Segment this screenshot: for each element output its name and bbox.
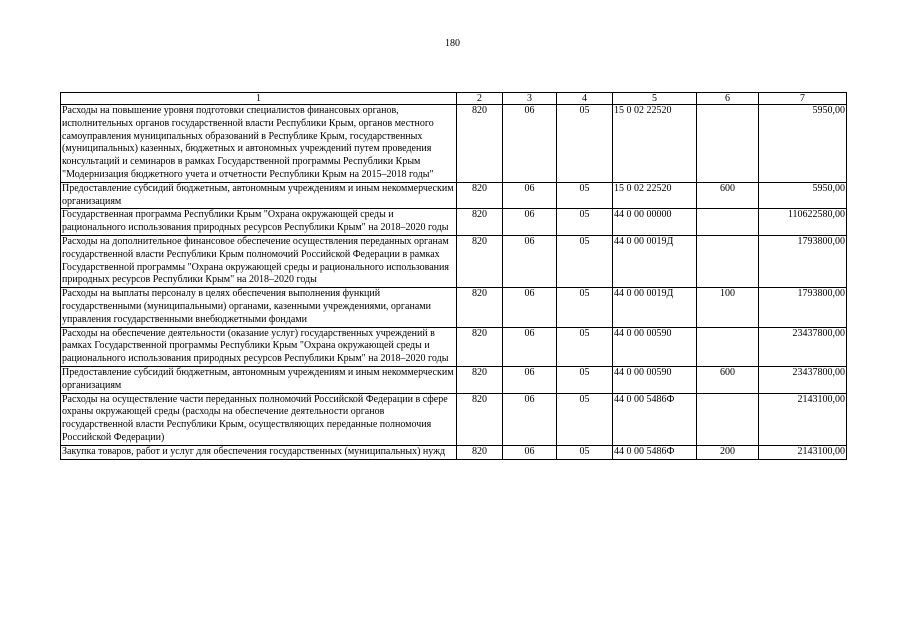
table-row [61,366,847,393]
row-section: 06 [503,393,557,445]
column-header-2: 2 [457,93,503,105]
row-expense-type: 100 [697,288,759,327]
row-section: 06 [503,182,557,209]
table-row [61,235,847,287]
row-section: 06 [503,288,557,327]
row-ministry-code: 820 [457,105,503,183]
row-expense-type [697,105,759,183]
row-target-article: 44 0 00 00590 [613,327,697,366]
row-ministry-code: 820 [457,445,503,459]
row-amount: 2143100,00 [759,393,847,445]
column-header-3: 3 [503,93,557,105]
row-amount: 1793800,00 [759,288,847,327]
column-header-5: 5 [613,93,697,105]
row-section: 06 [503,209,557,236]
row-amount: 23437800,00 [759,366,847,393]
row-name: Расходы на повышение уровня подготовки специалистов финансовых органов, исполнительных органов государственной власти Республики Крым, органов местного самоуправления муниципальных образований в Республике Крым, государственных (муниципальных) казенных, бюджетных и автономных учреждений путем проведения консультаций и семинаров в рамках Государственной программы Республики Крым "Модернизация бюджетного учета и отчетности Республики Крым на 2015–2018 годы" [61,105,457,183]
row-name: Предоставление субсидий бюджетным, автономным учреждениям и иным некоммерческим организациям [61,182,457,209]
row-name: Расходы на осуществление части переданных полномочий Российской Федерации в сфере охраны окружающей среды (расходы на обеспечение деятельности органов государственной власти Республики Крым, осуществляющих переданные полномочия Российской Федерации) [61,393,457,445]
table-row [61,393,847,445]
row-name: Предоставление субсидий бюджетным, автономным учреждениям и иным некоммерческим организациям [61,366,457,393]
row-amount: 23437800,00 [759,327,847,366]
row-ministry-code: 820 [457,327,503,366]
row-ministry-code: 820 [457,209,503,236]
row-target-article: 44 0 00 5486Ф [613,393,697,445]
row-expense-type: 600 [697,366,759,393]
row-subsection: 05 [557,366,613,393]
table-row [61,445,847,459]
row-ministry-code: 820 [457,182,503,209]
table-row [61,182,847,209]
row-expense-type [697,209,759,236]
row-target-article: 44 0 00 0019Д [613,235,697,287]
row-target-article: 15 0 02 22520 [613,105,697,183]
row-target-article: 44 0 00 0019Д [613,288,697,327]
page-number: 180 [445,38,460,49]
row-section: 06 [503,105,557,183]
row-subsection: 05 [557,182,613,209]
row-section: 06 [503,445,557,459]
row-subsection: 05 [557,105,613,183]
row-section: 06 [503,235,557,287]
table-row [61,209,847,236]
row-amount: 5950,00 [759,105,847,183]
row-section: 06 [503,366,557,393]
row-amount: 5950,00 [759,182,847,209]
row-target-article: 44 0 00 00000 [613,209,697,236]
row-expense-type: 200 [697,445,759,459]
row-amount: 1793800,00 [759,235,847,287]
row-subsection: 05 [557,209,613,236]
row-name: Государственная программа Республики Крым "Охрана окружающей среды и рационального использования природных ресурсов Республики Крым" на 2018–2020 годы [61,209,457,236]
row-target-article: 44 0 00 5486Ф [613,445,697,459]
row-amount: 2143100,00 [759,445,847,459]
row-amount: 110622580,00 [759,209,847,236]
row-ministry-code: 820 [457,235,503,287]
column-header-1: 1 [61,93,457,105]
table-row [61,327,847,366]
row-expense-type [697,235,759,287]
row-name: Расходы на дополнительное финансовое обеспечение осуществления переданных органам государственной власти Республики Крым полномочий Российской Федерации в рамках Государственной программы "Охрана окружающей среды и рационального использования природных ресурсов Республики Крым" на 2018–2020 годы [61,235,457,287]
row-subsection: 05 [557,235,613,287]
header-row [61,93,847,105]
row-expense-type [697,327,759,366]
row-expense-type: 600 [697,182,759,209]
row-target-article: 44 0 00 00590 [613,366,697,393]
column-header-7: 7 [759,93,847,105]
row-section: 06 [503,327,557,366]
column-header-6: 6 [697,93,759,105]
row-subsection: 05 [557,288,613,327]
row-subsection: 05 [557,327,613,366]
row-name: Расходы на обеспечение деятельности (оказание услуг) государственных учреждений в рамках Государственной программы Республики Крым "Охрана окружающей среды и рационального использования природных ресурсов Республики Крым" на 2018–2020 годы [61,327,457,366]
column-header-4: 4 [557,93,613,105]
row-target-article: 15 0 02 22520 [613,182,697,209]
row-name: Расходы на выплаты персоналу в целях обеспечения выполнения функций государственными (муниципальными) органами, казенными учреждениями, органами управления государственными внебюджетными фондами [61,288,457,327]
row-ministry-code: 820 [457,366,503,393]
row-ministry-code: 820 [457,288,503,327]
row-subsection: 05 [557,445,613,459]
row-expense-type [697,393,759,445]
row-subsection: 05 [557,393,613,445]
row-ministry-code: 820 [457,393,503,445]
row-name: Закупка товаров, работ и услуг для обеспечения государственных (муниципальных) нужд [61,445,457,459]
budget-table [60,92,847,460]
table-row [61,105,847,183]
table-row [61,288,847,327]
